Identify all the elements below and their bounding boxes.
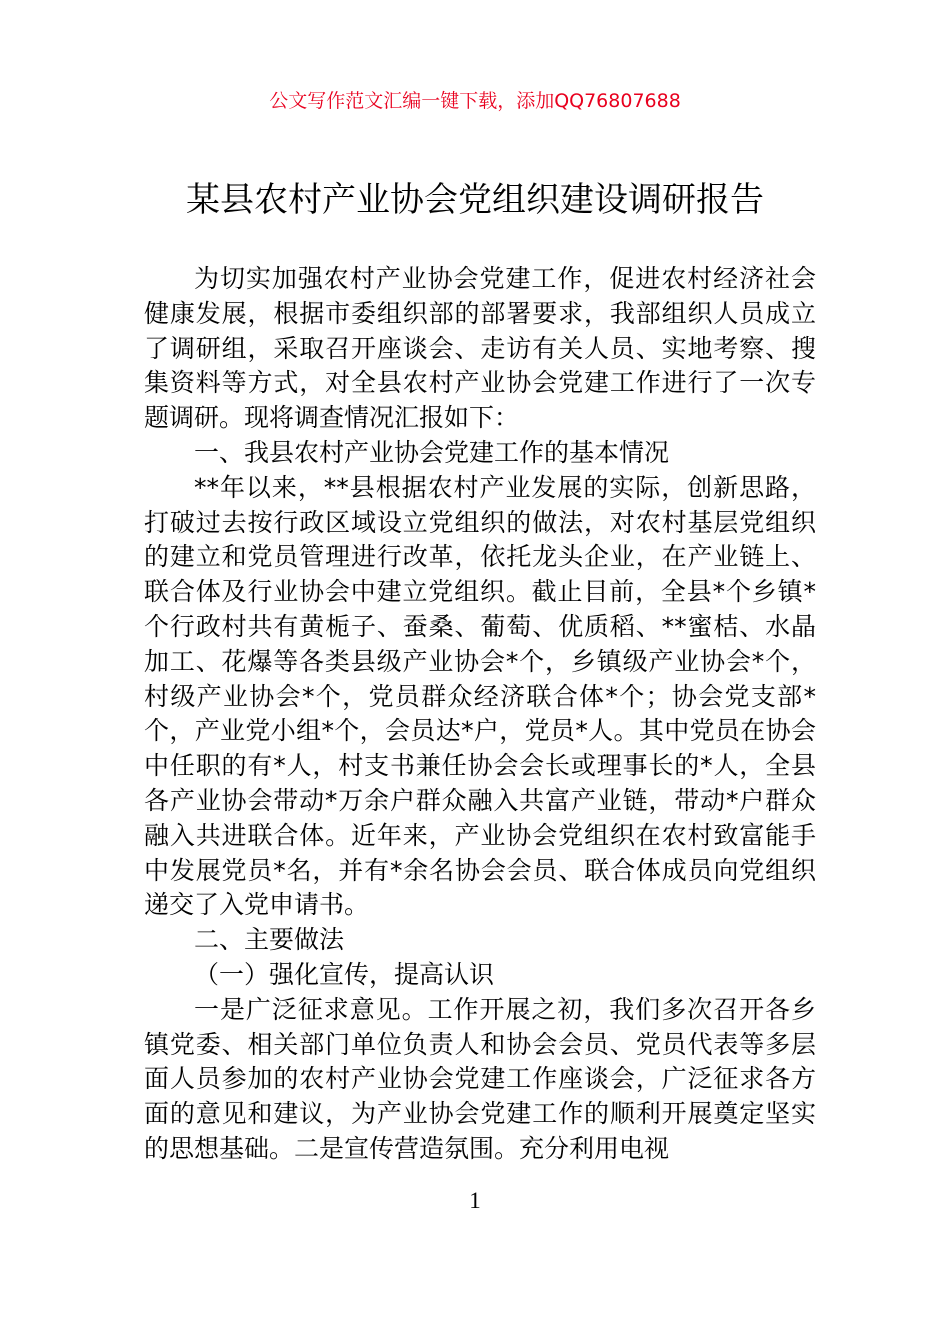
practice-paragraph: 一是广泛征求意见。工作开展之初，我们多次召开各乡镇党委、相关部门单位负责人和协会会员、党员代表等多层面人员参加的农村产业协会党建工作座谈会，广泛征求各方面的意见和建议，为产业协会党建工作的顺利开展奠定坚实的思想基础。二是宣传营造氛围。充分利用电视 — [144, 994, 816, 1163]
document-body — [144, 262, 816, 1167]
document-title: 某县农村产业协会党组织建设调研报告 — [186, 180, 764, 220]
intro-paragraph: 为切实加强农村产业协会党建工作，促进农村经济社会健康发展，根据市委组织部的部署要求，我部组织人员成立了调研组，采取召开座谈会、走访有关人员、实地考察、搜集资料等方式，对全县农村产业协会党建工作进行了一次专题调研。现将调查情况汇报如下： — [144, 264, 816, 433]
page-number: 1 — [469, 1188, 481, 1213]
subsection-heading-1: （一）强化宣传，提高认识 — [194, 959, 495, 989]
section-heading-1: 一、我县农村产业协会党建工作的基本情况 — [194, 437, 670, 467]
download-banner: 公文写作范文汇编一键下载，添加QQ76807688 — [269, 90, 681, 112]
section-heading-2: 二、主要做法 — [194, 925, 345, 955]
basic-situation-paragraph: **年以来，**县根据农村产业发展的实际，创新思路，打破过去按行政区域设立党组织的做法，对农村基层党组织的建立和党员管理进行改革，依托龙头企业，在产业链上、联合体及行业协会中建立党组织。截止目前，全县*个乡镇*个行政村共有黄栀子、蚕桑、葡萄、优质稻、**蜜桔、水晶加工、花爆等各类县级产业协会*个，乡镇级产业协会*个，村级产业协会*个，党员群众经济联合体*个；协会党支部*个，产业党小组*个，会员达*户，党员*人。其中党员在协会中任职的有*人，村支书兼任协会会长或理事长的*人，全县各产业协会带动*万余户群众融入共富产业链，带动*户群众融入共进联合体。近年来，产业协会党组织在农村致富能手中发展党员*名，并有*余名协会会员、联合体成员向党组织递交了入党申请书。 — [144, 472, 816, 920]
